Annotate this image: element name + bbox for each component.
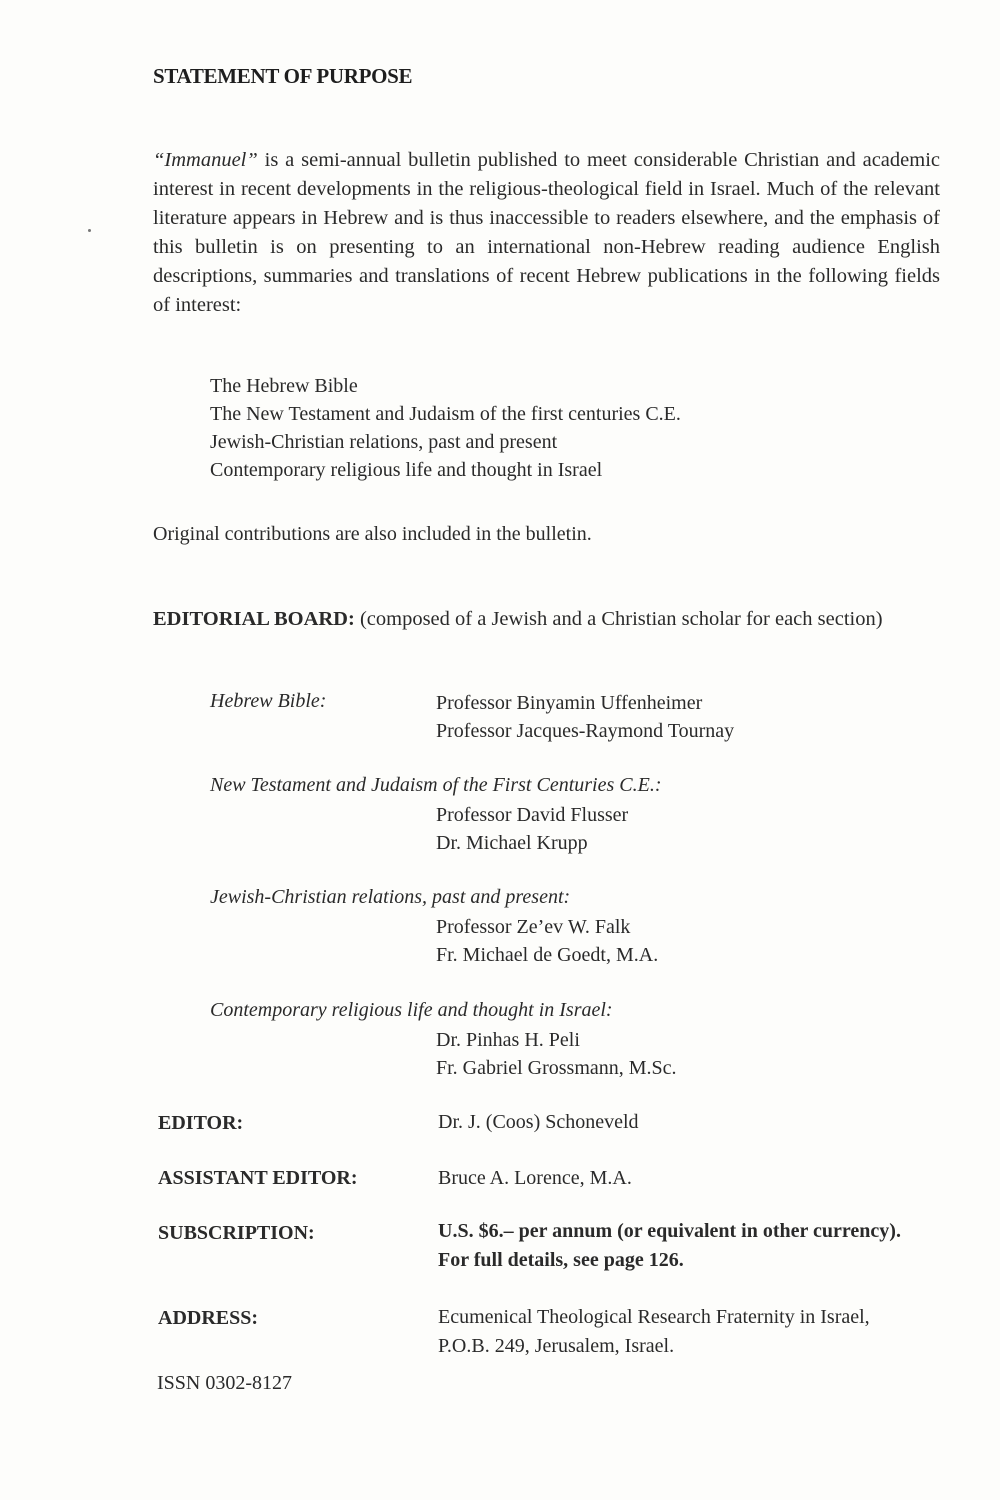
section-members: [436, 913, 658, 969]
member-name: Professor David Flusser: [436, 804, 629, 826]
editor-value: Dr. J. (Coos) Schoneveld: [438, 1111, 639, 1133]
issn: ISSN 0302-8127: [157, 1372, 293, 1394]
original-contributions-note: Original contributions are also included in the bulletin.: [153, 523, 592, 545]
member-name: Fr. Gabriel Grossmann, M.Sc.: [436, 1057, 677, 1079]
assistant-editor-label: ASSISTANT EDITOR:: [158, 1167, 358, 1189]
subscription-line: U.S. $6.– per annum (or equivalent in other currency).: [438, 1220, 901, 1242]
member-name: Professor Ze’ev W. Falk: [436, 916, 631, 938]
section-label: Jewish-Christian relations, past and present:: [210, 886, 571, 908]
editorial-board-intro: [153, 605, 940, 634]
member-name: Dr. Michael Krupp: [436, 832, 588, 854]
purpose-text: is a semi-annual bulletin published to meet considerable Christian and academic interest in recent developments in the religious-theological field in Israel. Much of the relevant literature appears in Hebrew and is thus inaccessible to readers elsewhere, and the emphasis of this bulletin is on presenting to an international non-Hebrew reading audience English descriptions, summaries and translations of recent Hebrew publications in the following fields of interest:: [153, 149, 940, 316]
field-item: Jewish-Christian relations, past and present: [210, 431, 558, 453]
field-item: The New Testament and Judaism of the first centuries C.E.: [210, 403, 681, 425]
section-label: Hebrew Bible:: [210, 690, 327, 712]
address-value: [438, 1303, 870, 1361]
member-name: Dr. Pinhas H. Peli: [436, 1029, 580, 1051]
section-label: New Testament and Judaism of the First Centuries C.E.:: [210, 774, 662, 796]
subscription-value: [438, 1217, 901, 1275]
member-name: Professor Jacques-Raymond Tournay: [436, 720, 735, 742]
purpose-paragraph: [153, 146, 940, 320]
subscription-label: SUBSCRIPTION:: [158, 1222, 315, 1244]
section-label: Contemporary religious life and thought in Israel:: [210, 999, 613, 1021]
field-item: Contemporary religious life and thought in Israel: [210, 459, 603, 481]
assistant-editor-value: Bruce A. Lorence, M.A.: [438, 1167, 632, 1189]
address-line: P.O.B. 249, Jerusalem, Israel.: [438, 1335, 675, 1357]
section-members: [436, 801, 628, 857]
editorial-board-description: (composed of a Jewish and a Christian scholar for each section): [354, 608, 883, 630]
editor-label: EDITOR:: [158, 1112, 244, 1134]
fields-list: [210, 372, 681, 484]
speck: [88, 229, 91, 232]
bulletin-title: “Immanuel”: [153, 149, 258, 171]
section-members: [436, 1026, 677, 1082]
field-item: The Hebrew Bible: [210, 375, 358, 397]
member-name: Fr. Michael de Goedt, M.A.: [436, 944, 659, 966]
address-line: Ecumenical Theological Research Fraternity in Israel,: [438, 1306, 870, 1328]
address-label: ADDRESS:: [158, 1307, 259, 1329]
editorial-board-label: EDITORIAL BOARD:: [153, 608, 355, 630]
page-heading: STATEMENT OF PURPOSE: [153, 64, 413, 88]
subscription-line: For full details, see page 126.: [438, 1249, 684, 1271]
section-members: [436, 689, 734, 745]
member-name: Professor Binyamin Uffenheimer: [436, 692, 703, 714]
